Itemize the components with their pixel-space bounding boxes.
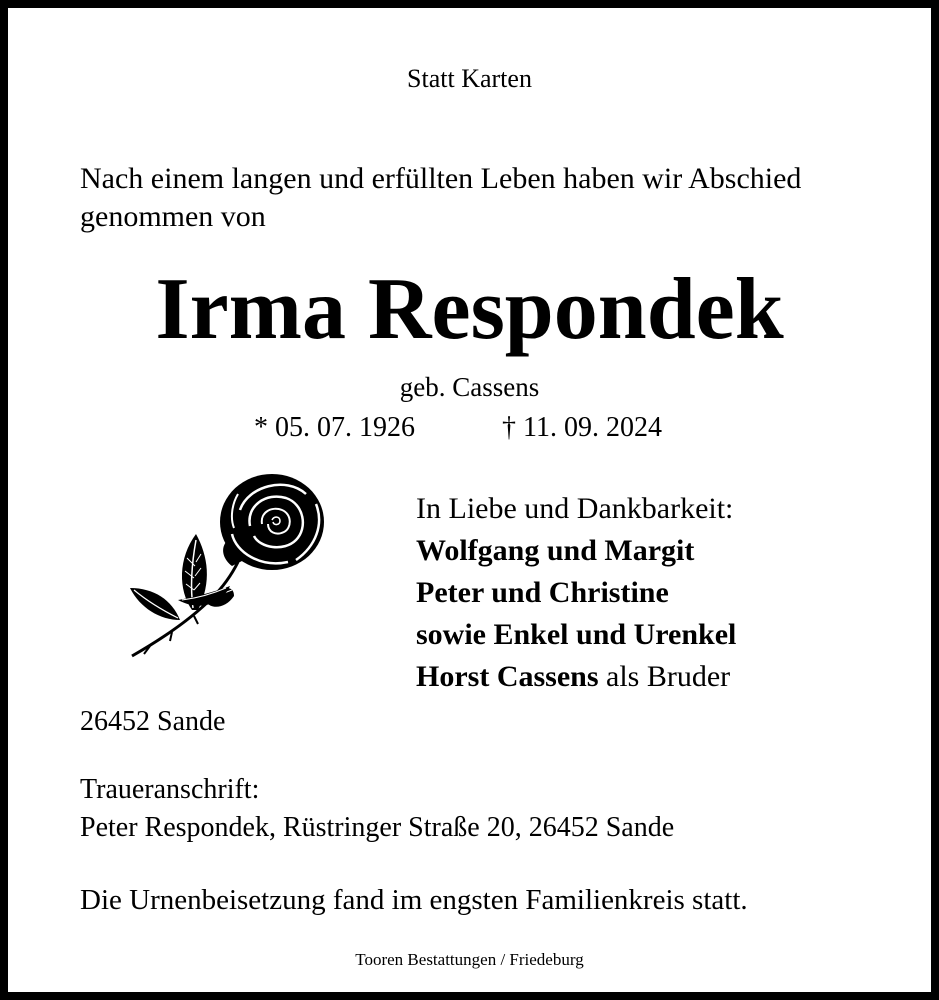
mourner-line-4 — [416, 656, 736, 698]
mourner-line-3: sowie Enkel und Urenkel — [416, 618, 737, 651]
death-date: † 11. 09. 2024 — [502, 412, 662, 443]
deceased-name: Irma Respondek — [155, 261, 784, 358]
header-text: Statt Karten — [407, 64, 532, 93]
mourner-line-1: Wolfgang und Margit — [416, 534, 695, 567]
funeral-home: Tooren Bestattungen / Friedeburg — [355, 950, 584, 969]
mourners-block — [416, 488, 736, 698]
address-label: Traueranschrift: — [80, 774, 260, 805]
maiden-name: geb. Cassens — [399, 372, 540, 402]
rose-icon — [120, 470, 330, 666]
mourner-line-2: Peter und Christine — [416, 576, 669, 609]
birth-date: * 05. 07. 1926 — [254, 412, 415, 443]
mourner-line-4-name: Horst Cassens — [416, 660, 599, 693]
closing-text: Die Urnenbeisetzung fand im engsten Familienkreis statt. — [80, 884, 748, 916]
address-line: Peter Respondek, Rüstringer Straße 20, 26452 Sande — [80, 812, 675, 843]
intro-text: Nach einem langen und erfüllten Leben haben wir Abschied genommen von — [80, 162, 802, 233]
city-line: 26452 Sande — [80, 706, 226, 737]
mourner-line-4-suffix: als Bruder — [598, 660, 731, 693]
mourners-intro: In Liebe und Dankbarkeit: — [416, 492, 734, 525]
